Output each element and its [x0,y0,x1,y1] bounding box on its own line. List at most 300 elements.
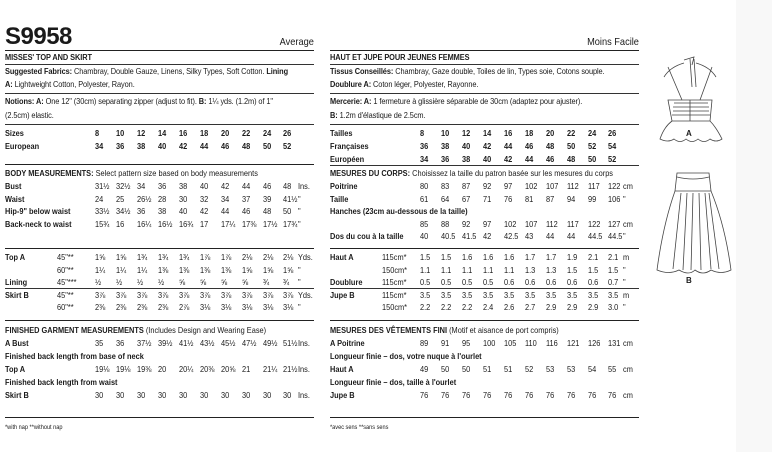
cell-value: 48 [263,206,272,216]
cell-value: 18 [200,128,209,138]
cell-value: 12 [462,128,471,138]
cell-value: 30 [179,390,188,400]
cell-value: 107 [546,181,559,191]
cell-value: 42 [504,154,513,164]
cell-value: 42 [483,141,492,151]
heading-bold: FINISHED GARMENT MEASUREMENTS [5,325,144,335]
cell-value: 28 [158,193,167,204]
unit-label: " [298,218,301,229]
cell-value: 8 [420,128,425,138]
cell-value: 3⅞ [158,289,169,300]
cell-value: 42 [200,206,209,216]
cell-value: 2.2 [420,302,431,312]
cell-value: 30 [242,390,251,400]
row-label: Back-neck to waist [5,218,72,229]
cell-value: 2⅜ [95,302,106,312]
cell-value: 38 [137,141,146,151]
cell-value: 76 [546,390,555,400]
cell-value: 99 [588,193,597,204]
cell-value: 3⅞ [263,289,274,300]
cell-value: 3⅛ [242,302,253,312]
divider [5,50,314,51]
cell-value: 34 [137,181,146,191]
cell-value: 1⅝ [116,252,127,262]
cell-value: 54 [608,141,617,151]
cell-value: 3⅞ [221,289,232,300]
cell-value: 34 [221,193,230,204]
divider [330,248,639,249]
cell-value: 50 [283,206,292,216]
cell-value: 100 [483,338,496,348]
cell-value: 3⅛ [221,302,232,312]
cell-value: 3⅛ [263,302,274,312]
cell-value: 40 [200,181,209,191]
cell-value: 48 [567,154,576,164]
cell-value: ⅝ [221,277,228,287]
fabric-width: 150cm* [382,302,408,312]
cell-value: 1¼ [116,264,127,275]
cell-value: 102 [504,218,517,229]
cell-value: 37 [242,193,251,204]
cell-value: 39 [263,193,272,204]
unit-label: m [623,289,630,300]
lining-fabrics [5,79,135,89]
cell-value: 8 [95,128,100,138]
cell-value: 1⅜ [158,264,169,275]
cell-value: 24 [95,193,104,204]
heading-text: Select pattern size based on body measurements [93,168,258,178]
cell-value: 1.3 [525,264,536,275]
cell-value: 36 [116,141,125,151]
cell-value: 3.5 [504,289,515,300]
divider [330,288,639,289]
cell-value: 22 [567,128,576,138]
divider [5,288,314,289]
footnote: *with nap **without nap [5,424,63,431]
cell-value: 40 [420,231,429,241]
cell-value: 76 [504,193,513,204]
cell-value: 19⅛ [116,364,131,374]
page-edge-strip [736,0,772,452]
cell-value: 1⅜ [179,264,190,275]
cell-value: 76 [462,390,471,400]
cell-value: 2⅛ [283,252,294,262]
cell-value: 55 [608,364,617,374]
cell-value: 36 [116,338,125,348]
cell-value: 36 [158,181,167,191]
divider [5,124,314,125]
cell-value: 47½ [242,338,257,348]
neck-tie [684,57,696,87]
cell-value: 107 [525,218,538,229]
cell-value: 16 [504,128,513,138]
cell-value: 1⅞ [200,252,211,262]
cell-value: 1¾ [137,252,148,262]
lining-text: Lightweight Cotton, Polyester, Rayon. [12,79,135,89]
heading-text: (Includes Design and Wearing Ease) [143,325,267,335]
cell-value: 76 [441,390,450,400]
row-subheading: Finished back length from base of neck [5,351,144,361]
cell-value: 34½ [116,206,131,216]
cell-value: 46 [242,206,251,216]
cell-value: 30 [263,390,272,400]
cell-value: ½ [158,277,165,287]
unit-label: cm [623,338,633,348]
cell-value: ½ [95,277,102,287]
cell-value: 49 [420,364,429,374]
heading-bold: BODY MEASUREMENTS: [5,168,94,178]
cell-value: 1.1 [504,264,515,275]
cell-value: 31½ [95,181,110,191]
cell-value: 127 [608,218,621,229]
cell-value: 110 [525,338,537,348]
cell-value: ⅝ [200,277,207,287]
cell-value: 34 [95,141,104,151]
notions-b-label: B: [198,96,207,106]
fabric-width: 115cm* [382,277,407,287]
cell-value: 3⅞ [242,289,253,300]
shoulder-line-left [664,63,684,77]
cell-value: 30 [95,390,104,400]
cell-value: 41½ [179,338,194,348]
cell-value: 1⅝ [242,264,253,275]
cell-value: 116 [546,338,558,348]
cell-value: 21½ [283,364,298,374]
fabric-width: 115cm* [382,252,407,262]
cell-value: 87 [462,181,471,191]
fabrics-text-fr: Chambray, Gaze double, Toiles de lin, Types soie, Cotons souple. [393,66,605,76]
cell-value: 1.5 [588,264,599,275]
cell-value: 50 [263,141,272,151]
notions-label: Notions: A: [5,96,44,106]
cell-value: 105 [504,338,517,348]
cell-value: 19⅜ [137,364,152,374]
cell-value: 2.2 [462,302,473,312]
cell-value: 1⅜ [200,264,211,275]
row-label: Françaises [330,141,369,151]
cell-value: 3.5 [462,289,473,300]
notions [5,96,273,106]
cell-value: 95 [462,338,471,348]
divider [5,417,314,418]
cell-value: 2.1 [608,252,619,262]
cell-value: 44 [567,231,576,241]
cell-value: 2.2 [441,302,452,312]
row-label: Haut A [330,252,354,262]
fabric-width: 115cm* [382,289,407,300]
heading-text: (Motif et aisance de port compris) [447,325,559,335]
cell-value: 3.5 [567,289,578,300]
cell-value: 41.5 [462,231,477,241]
cell-value: 21¼ [263,364,278,374]
cell-value: 0.5 [441,277,452,287]
cell-value: 18 [525,128,534,138]
cell-value: 46 [221,141,230,151]
cell-value: 3.5 [608,289,619,300]
heading-bold: MESURES DU CORPS: [330,168,411,178]
cell-value: 76 [483,390,492,400]
cell-value: 1.6 [504,252,515,262]
row-label: Doublure [330,277,363,287]
cell-value: 17¼ [221,218,236,229]
cell-value: 20⅜ [200,364,215,374]
notions-label-fr: Mercerie: A: [330,96,372,106]
cell-value: 53 [546,364,555,374]
cell-value: 3⅞ [283,289,294,300]
difficulty-level: Average [279,36,314,48]
cell-value: 2.1 [588,252,599,262]
cell-value: 43 [525,231,534,241]
cell-value: 2⅛ [263,252,274,262]
cell-value: 25 [116,193,125,204]
skirt-gathers [673,193,719,270]
cell-value: 112 [546,218,558,229]
cell-value: 40 [483,154,492,164]
divider [330,417,639,418]
elastic-casing [677,177,709,179]
cell-value: 40 [462,141,471,151]
unit-label: " [298,193,301,204]
fabric-width: 60"** [57,264,74,275]
notions-fr [330,96,582,106]
cell-value: 24 [588,128,597,138]
cell-value: 30 [283,390,292,400]
cell-value: 50 [441,364,450,374]
skirt-b-illustration [655,165,735,280]
unit-label: " [623,277,626,287]
cell-value: 30 [179,193,188,204]
cell-value: 20¼ [179,364,194,374]
cell-value: 26½ [137,193,152,204]
cell-value: 52 [525,364,534,374]
cell-value: 30 [116,390,125,400]
cell-value: 106 [608,193,621,204]
unit-label: " [298,206,301,216]
fabrics-text: Chambray, Double Gauze, Linens, Silky Types, Soft Cotton. [72,66,267,76]
row-label: Top A [5,364,26,374]
cell-value: 92 [483,181,492,191]
cell-value: 40 [158,141,167,151]
cell-value: 50 [567,141,576,151]
row-label: Tailles [330,128,353,138]
row-label: A Poitrine [330,338,365,348]
unit-label: m [623,252,630,262]
shoulder-line-right [696,63,716,77]
cell-value: 3⅞ [200,289,211,300]
fabrics-label-fr: Tissus Conseillés: [330,66,394,76]
fabrics-label: Suggested Fabrics: [5,66,73,76]
cell-value: 30 [200,390,209,400]
cell-value: 22 [242,128,251,138]
unit-label: Ins. [298,181,310,191]
row-subheading: Longueur finie – dos, votre nuque à l'ourlet [330,351,482,361]
body-measurements-heading [5,168,258,178]
view-a-label: A [686,129,692,138]
cell-value: 52 [608,154,617,164]
cell-value: 16¼ [137,218,152,229]
divider [330,320,639,321]
cell-value: 3⅛ [283,302,294,312]
row-label: Taille [330,193,349,204]
cell-value: 52 [588,141,597,151]
row-subheading: Finished back length from waist [5,377,118,387]
lining-label: Lining [266,66,289,76]
top-a-illustration [650,55,740,150]
cell-value: 102 [525,181,538,191]
cell-value: 2.6 [504,302,515,312]
cell-value: 15¾ [95,218,110,229]
cell-value: 14 [158,128,167,138]
cell-value: 89 [420,338,429,348]
cell-value: 1⅜ [221,264,232,275]
cell-value: 43½ [200,338,215,348]
unit-label: cm [623,218,633,229]
lining-a-label: A: [5,79,13,89]
cell-value: 3⅛ [200,302,211,312]
cell-value: 1.5 [420,252,431,262]
cell-value: 2⅞ [179,302,190,312]
row-label: Skirt B [5,289,29,300]
row-label: Haut A [330,364,354,374]
row-label: Poitrine [330,181,358,191]
unit-label: Yds. [298,289,313,300]
cell-value: 2.9 [588,302,599,312]
cell-value: 3.0 [608,302,619,312]
divider [330,64,639,65]
suggested-fabrics-fr [330,66,605,76]
cell-value: 16 [116,218,125,229]
unit-label: " [298,264,301,275]
unit-label: Yds. [298,252,313,262]
unit-label: cm [623,364,633,374]
cell-value: 1.1 [483,264,494,275]
cell-value: 3.5 [588,289,599,300]
divider [330,124,639,125]
cell-value: 44 [221,206,230,216]
cell-value: 20 [221,128,230,138]
cell-value: ¾ [263,277,270,287]
cell-value: 42 [179,141,188,151]
row-label: Waist [5,193,25,204]
cell-value: 0.6 [588,277,599,287]
cell-value: 1¼ [95,264,106,275]
cell-value: 30 [137,390,146,400]
cell-value: 49½ [263,338,278,348]
row-label: European [5,141,40,151]
row-subheading: Longueur finie – dos, taille à l'ourlet [330,377,457,387]
cell-value: 46 [546,154,555,164]
cell-value: 48 [242,141,251,151]
cell-value: 17⅜ [242,218,257,229]
cell-value: 2⅜ [116,302,127,312]
unit-label: " [623,231,626,241]
divider [5,248,314,249]
cell-value: 126 [588,338,601,348]
cell-value: 76 [420,390,429,400]
unit-label: cm [623,390,633,400]
cell-value: 44 [546,231,555,241]
lining-text-fr: Coton léger, Polyester, Rayonne. [371,79,479,89]
cell-value: 3.5 [546,289,557,300]
body-measurements-heading-fr [330,168,613,178]
cell-value: 1.1 [420,264,431,275]
unit-label: " [298,302,301,312]
cell-value: 3⅞ [116,289,127,300]
finished-measurements-heading [5,325,266,335]
cell-value: 38 [441,141,450,151]
cell-value: 20 [546,128,555,138]
cell-value: 76 [504,390,513,400]
row-label: Bust [5,181,22,191]
pattern-title-fr: HAUT ET JUPE POUR JEUNES FEMMES [330,52,470,62]
cell-value: 16¾ [179,218,194,229]
divider [5,164,314,165]
cell-value: 41½ [283,193,298,204]
cell-value: 42 [483,231,492,241]
unit-label: Ins. [298,338,310,348]
cell-value: ⅝ [179,277,186,287]
cell-value: 39½ [158,338,173,348]
bodice-shirring [672,100,710,121]
cell-value: 91 [441,338,450,348]
cell-value: 48 [283,181,292,191]
row-subheading: Hanches (23cm au-dessous de la taille) [330,206,468,216]
cell-value: 35 [95,338,104,348]
lining-fabrics-fr [330,79,478,89]
halter-straps [668,67,712,100]
cell-value: 36 [420,141,429,151]
cell-value: 92 [462,218,471,229]
cell-value: 1.5 [567,264,578,275]
cell-value: 51 [504,364,513,374]
unit-label: " [623,193,626,204]
cell-value: 10 [116,128,125,138]
unit-label: " [298,277,301,287]
heading-bold: MESURES DES VÊTEMENTS FINI [330,325,448,335]
cell-value: 81 [525,193,534,204]
cell-value: ½ [116,277,123,287]
cell-value: 38 [179,181,188,191]
row-label: Européen [330,154,365,164]
cell-value: 10 [441,128,450,138]
cell-value: 42 [221,181,230,191]
fabric-width: 60"** [57,302,74,312]
pattern-title: MISSES' TOP AND SKIRT [5,52,92,62]
lining-label-fr: Doublure A: [330,79,372,89]
cell-value: 30 [158,390,167,400]
cell-value: 1.3 [546,264,557,275]
cell-value: 40.5 [441,231,456,241]
cell-value: 16 [179,128,188,138]
cell-value: 1.7 [546,252,557,262]
fabric-width: 45"*** [57,277,77,287]
cell-value: 30 [221,390,230,400]
cell-value: 1¾ [158,252,169,262]
cell-value: 0.5 [420,277,431,287]
pattern-code: S9958 [5,23,72,50]
notions-text: One 12" (30cm) separating zipper (adjust to fit). [43,96,199,106]
cell-value: 14 [483,128,492,138]
divider [330,50,639,51]
cell-value: 3⅞ [179,289,190,300]
fabric-width: 150cm* [382,264,408,275]
cell-value: 34 [420,154,429,164]
cell-value: 61 [420,193,429,204]
cell-value: 1.7 [525,252,536,262]
row-label: Jupe B [330,390,355,400]
cell-value: 52 [283,141,292,151]
cell-value: 2.9 [546,302,557,312]
